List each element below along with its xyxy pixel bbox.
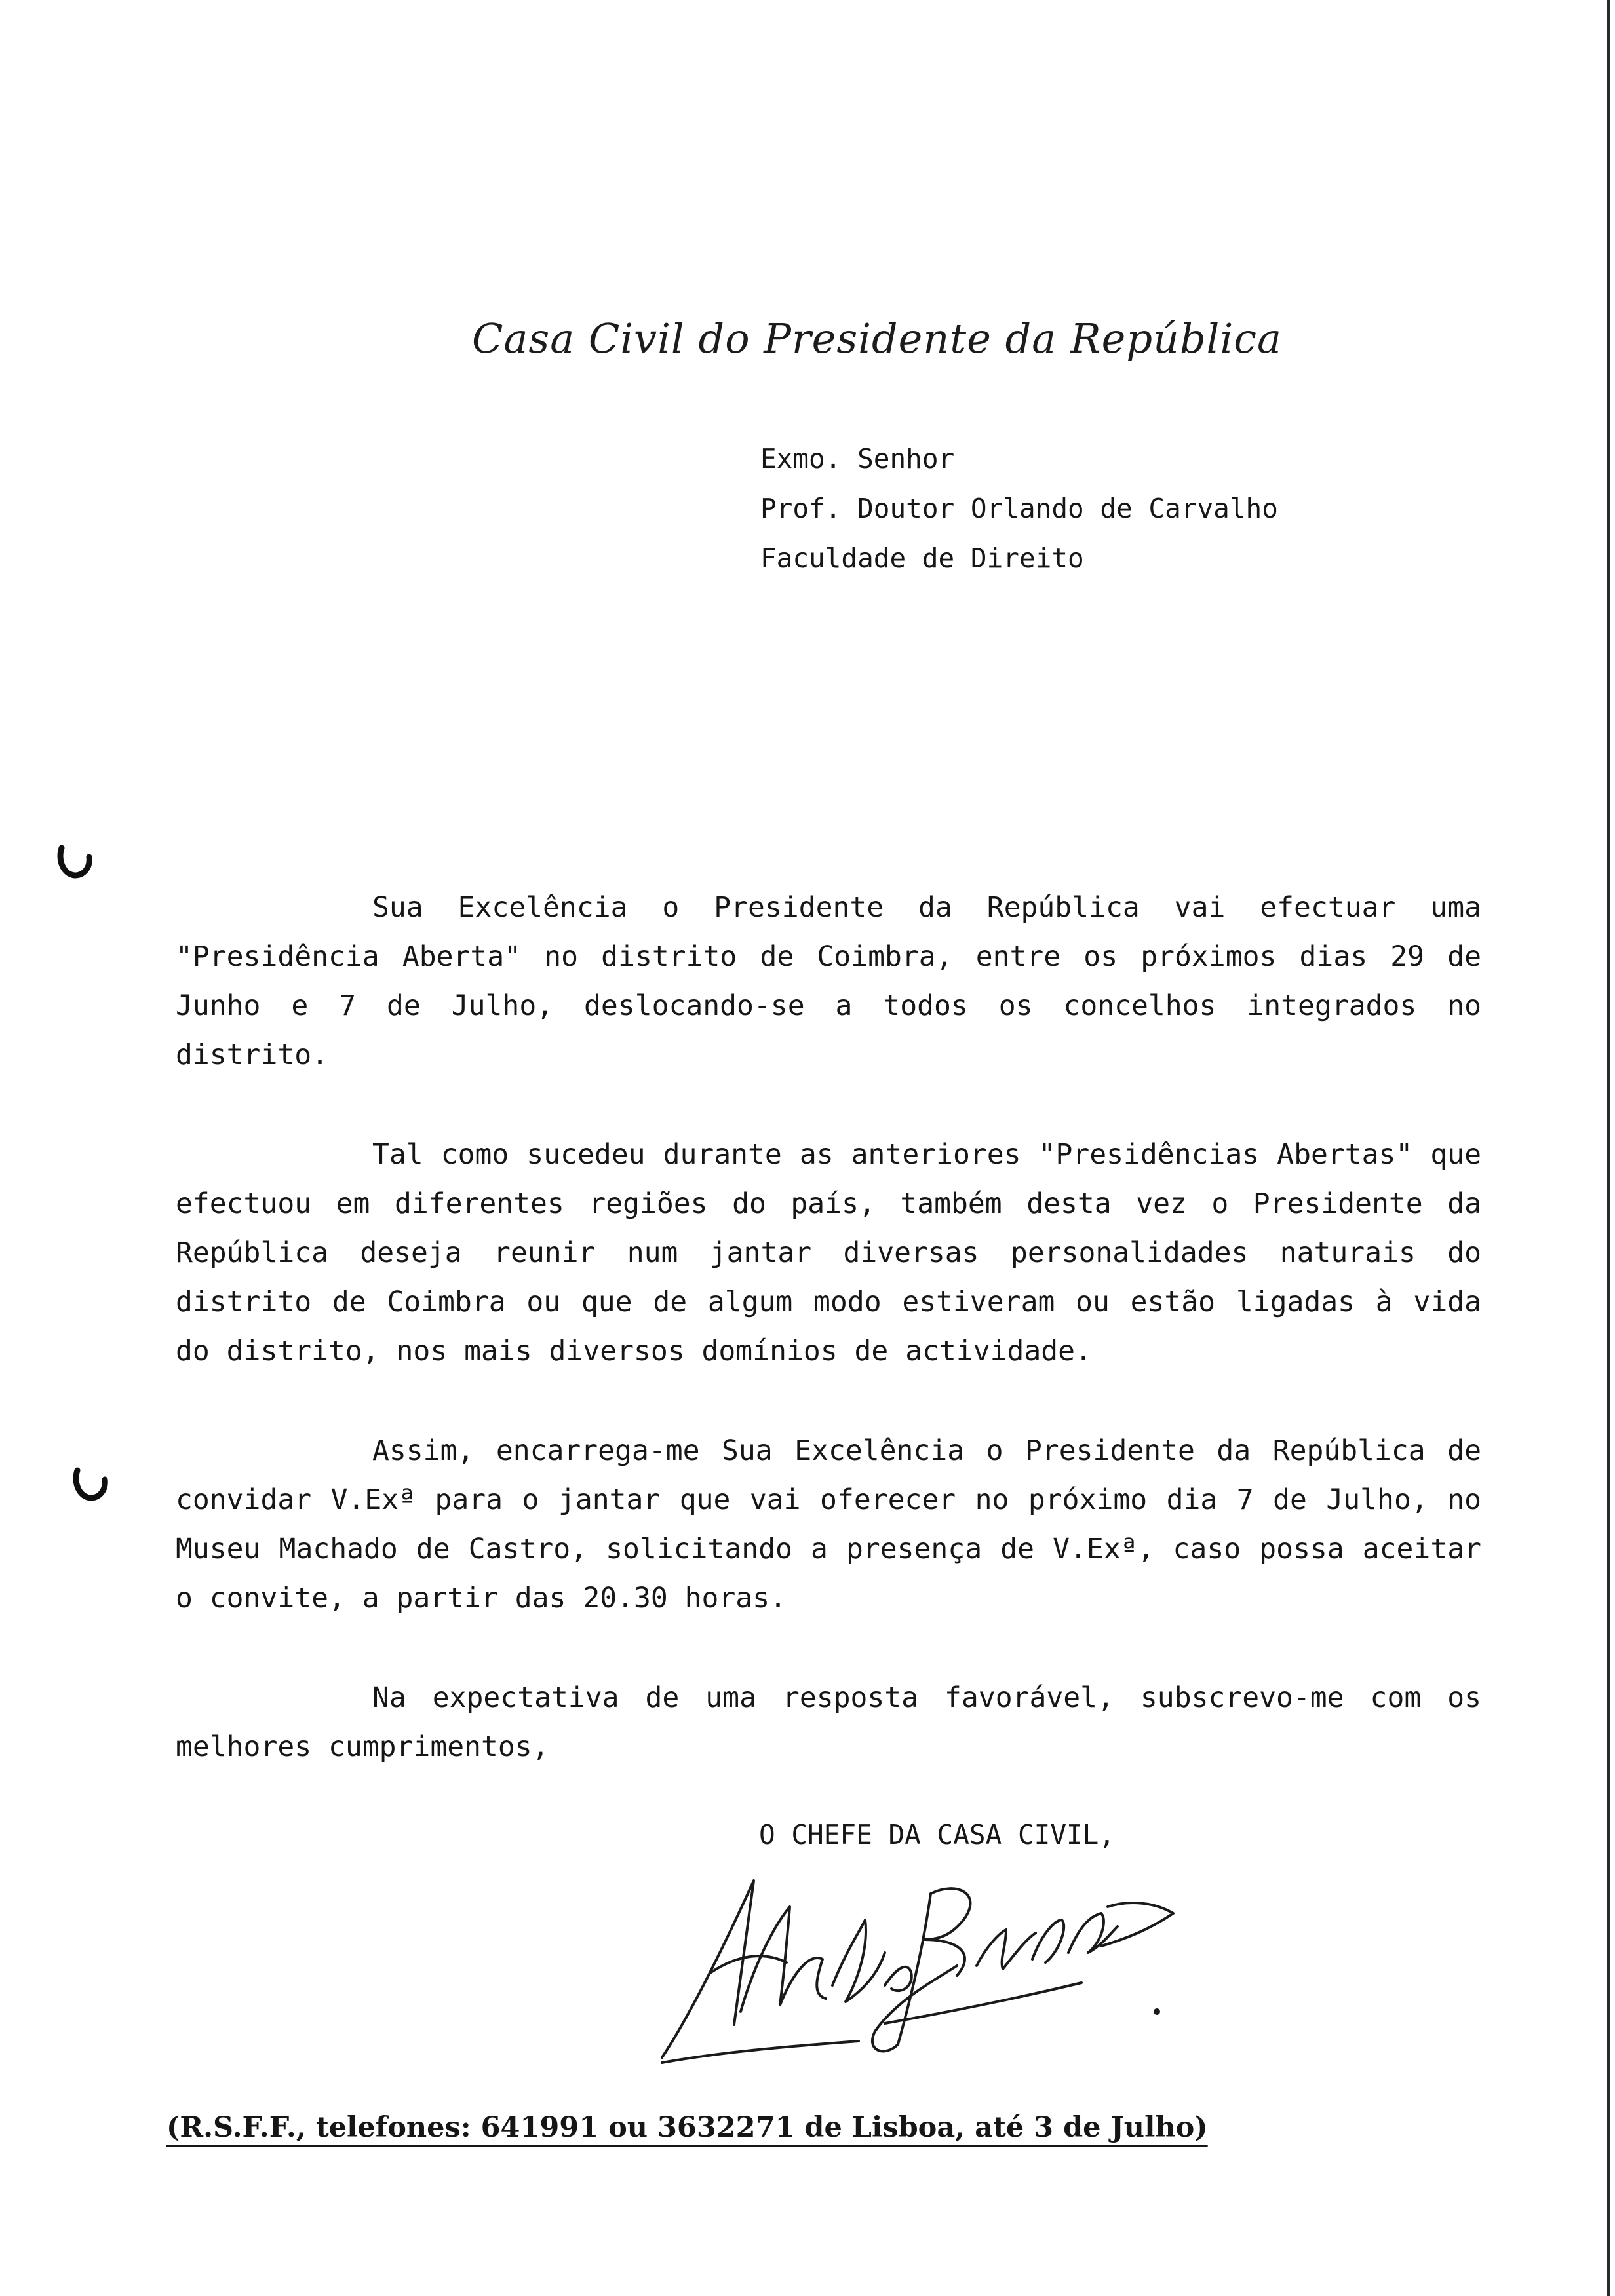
closing-title: O CHEFE DA CASA CIVIL, [759, 1819, 1116, 1850]
page-edge-line [1607, 0, 1610, 2296]
address-line-institution: Faculdade de Direito [760, 543, 1084, 574]
letter-body [176, 883, 1481, 1772]
address-line-name: Prof. Doutor Orlando de Carvalho [760, 493, 1278, 524]
handwritten-signature [649, 1854, 1186, 2071]
letterhead: Casa Civil do Presidente da República [472, 315, 1282, 362]
paragraph-announcement: Sua Excelência o Presidente da República vai efectuar uma "Presidência Aberta" no distrito de Coimbra, entre os próximos dias 29 de Junho e 7 de Julho, deslocando-se a todos os concelhos integrados no distrito. [176, 891, 1481, 1071]
recipient-address [760, 434, 1278, 583]
paragraph-closing-remarks: Na expectativa de uma resposta favorável, subscrevo-me com os melhores cumprimentos, [176, 1681, 1481, 1763]
paragraph-dinner-purpose: Tal como sucedeu durante as anteriores "Presidências Abertas" que efectuou em diferentes regiões do país, também desta vez o Presidente da República deseja reunir num jantar diversas personalidades naturais do distrito de Coimbra ou que de algum modo estiveram ou estão ligadas à vida do distrito, nos mais diversos domínios de actividade. [176, 1138, 1481, 1368]
paragraph-invitation: Assim, encarrega-me Sua Excelência o Presidente da República de convidar V.Exª para o jantar que vai oferecer no próximo dia 7 de Julho, no Museu Machado de Castro, solicitando a presença de V.Exª, caso possa aceitar o convite, a partir das 20.30 horas. [176, 1434, 1481, 1615]
address-line-salutation: Exmo. Senhor [760, 443, 955, 474]
punch-hole-mark-icon [56, 844, 93, 881]
footer-contact-note: (R.S.F.F., telefones: 641991 ou 3632271 de Lisboa, até 3 de Julho) [166, 2111, 1208, 2144]
punch-hole-mark-icon [72, 1466, 109, 1503]
